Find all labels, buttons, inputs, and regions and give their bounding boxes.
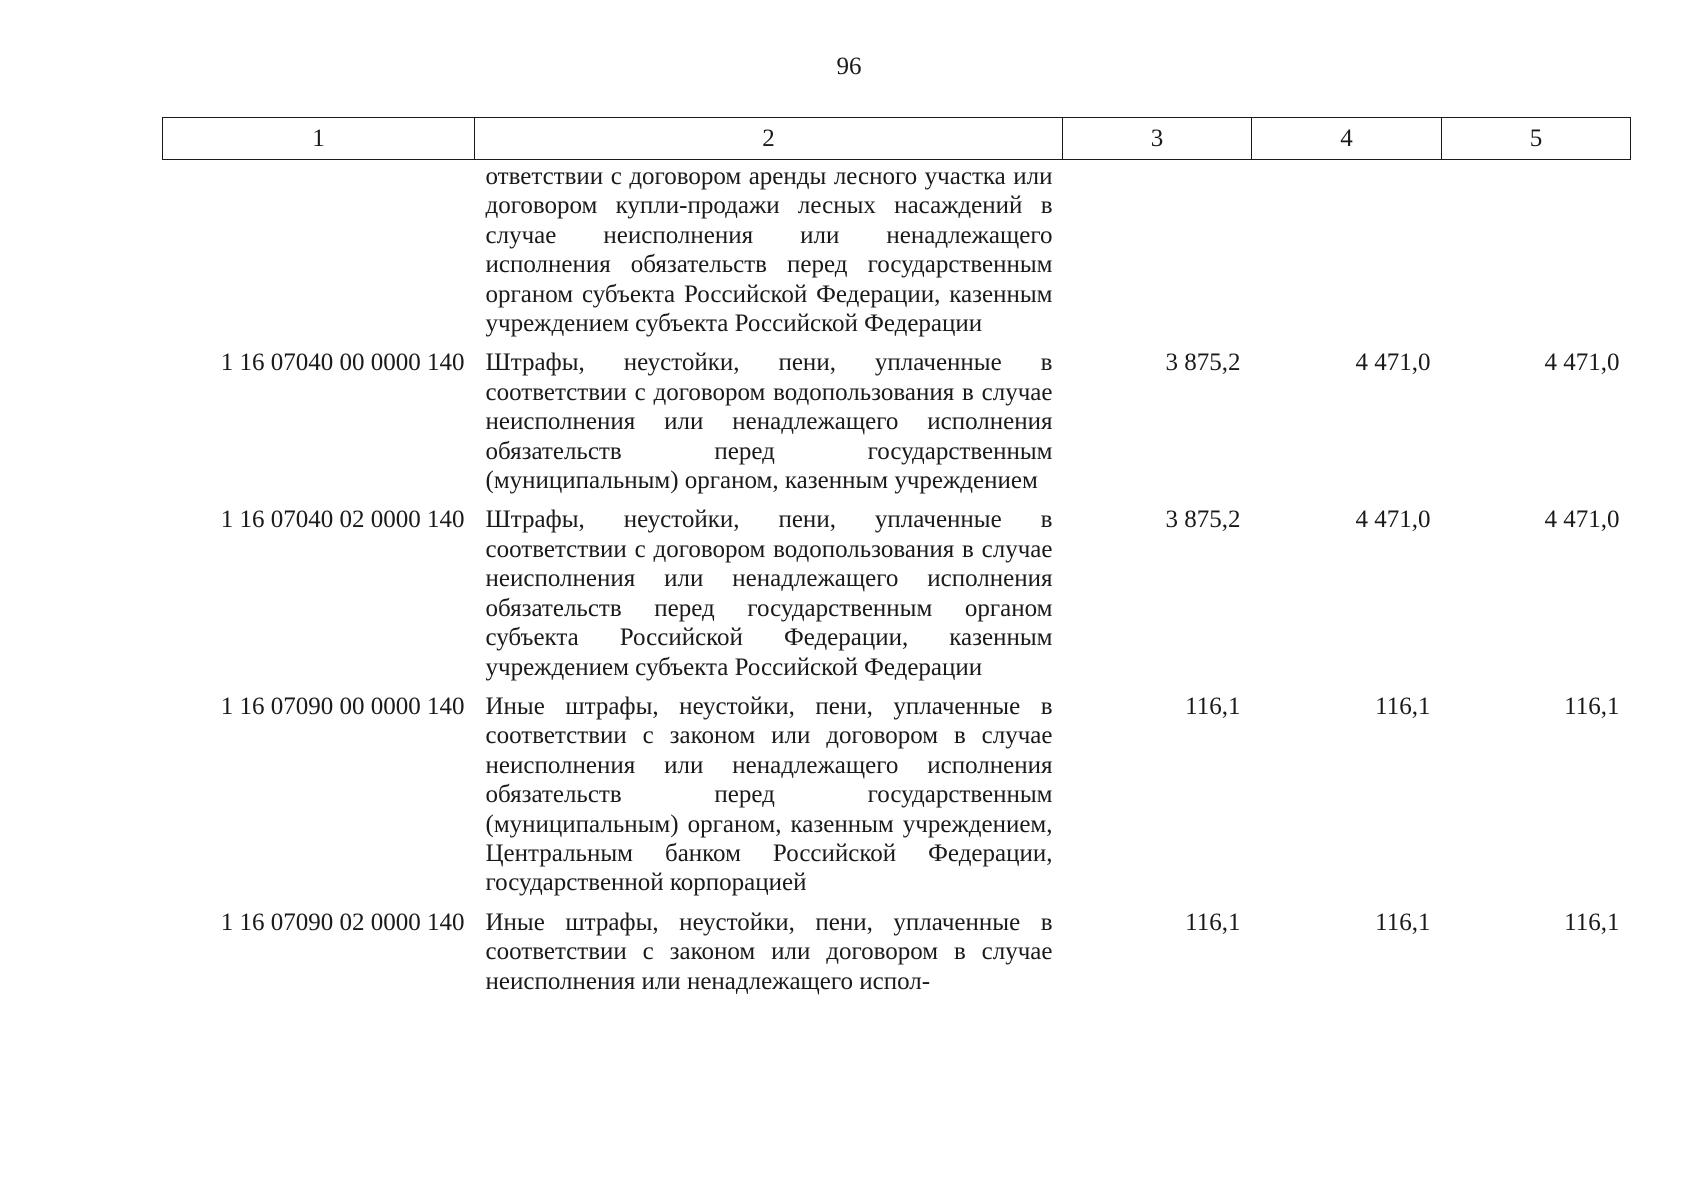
revenue-description: Штрафы, неустойки, пени, уплаченные в соответствии с договором водопользования в случае неисполнения или ненадлежащего исполнения обязательств перед государственным органом субъекта Российской Федерации, казенным учреждением субъекта Российской Федерации xyxy=(485,506,1053,681)
header-cell-3: 3 xyxy=(1063,118,1252,160)
page-number: 96 xyxy=(836,53,862,80)
value-col5: 116,1 xyxy=(1564,908,1620,936)
budget-revenue-table xyxy=(162,117,1631,996)
budget-code: 1 16 07090 02 0000 140 xyxy=(220,908,465,936)
header-cell-1: 1 xyxy=(163,118,475,160)
table-row xyxy=(163,338,1631,495)
value-cell-empty xyxy=(1063,160,1252,339)
revenue-description: Иные штрафы, неустойки, пени, уплаченные в соответствии с законом или договором в случае неисполнения или ненадлежащего испол- xyxy=(485,908,1053,995)
table-row xyxy=(163,682,1631,898)
value-col4: 4 471,0 xyxy=(1355,506,1431,534)
value-cell-empty xyxy=(1442,160,1631,339)
header-row xyxy=(163,118,1631,160)
value-col3: 116,1 xyxy=(1185,692,1241,720)
description-continuation: ответствии с договором аренды лесного участка или договором купли-продажи лесных насаждений в случае неисполнения или ненадлежащего исполнения обязательств перед государственным органом субъекта Российской Федерации, казенным учреждением субъекта Российской Федерации xyxy=(485,163,1053,338)
value-col3: 116,1 xyxy=(1185,908,1241,936)
value-cell-empty xyxy=(1252,160,1442,339)
value-col4: 116,1 xyxy=(1375,908,1431,936)
value-col5: 4 471,0 xyxy=(1544,349,1620,377)
table-body xyxy=(163,160,1631,996)
value-col4: 4 471,0 xyxy=(1355,349,1431,377)
budget-code: 1 16 07090 00 0000 140 xyxy=(220,692,465,720)
code-cell-empty xyxy=(163,160,475,339)
budget-code: 1 16 07040 02 0000 140 xyxy=(220,506,465,534)
value-col3: 3 875,2 xyxy=(1165,349,1241,377)
header-cell-2: 2 xyxy=(475,118,1063,160)
table-row-continuation xyxy=(163,160,1631,339)
revenue-description: Штрафы, неустойки, пени, уплаченные в соответствии с договором водопользования в случае неисполнения или ненадлежащего исполнения обязательств перед государственным (муниципальным) органом, казенным учреждением xyxy=(485,349,1053,495)
budget-code: 1 16 07040 00 0000 140 xyxy=(220,349,465,377)
value-col5: 4 471,0 xyxy=(1544,506,1620,534)
header-cell-4: 4 xyxy=(1252,118,1442,160)
table-header xyxy=(163,118,1631,160)
value-col3: 3 875,2 xyxy=(1165,506,1241,534)
value-col5: 116,1 xyxy=(1564,692,1620,720)
table-row xyxy=(163,898,1631,996)
revenue-description: Иные штрафы, неустойки, пени, уплаченные в соответствии с законом или договором в случае неисполнения или ненадлежащего исполнения обязательств перед государственным (муниципальным) органом, казенным учреждением, Центральным банком Российской Федерации, государственной корпорацией xyxy=(485,692,1053,897)
header-cell-5: 5 xyxy=(1442,118,1631,160)
table-row xyxy=(163,495,1631,681)
value-col4: 116,1 xyxy=(1375,692,1431,720)
